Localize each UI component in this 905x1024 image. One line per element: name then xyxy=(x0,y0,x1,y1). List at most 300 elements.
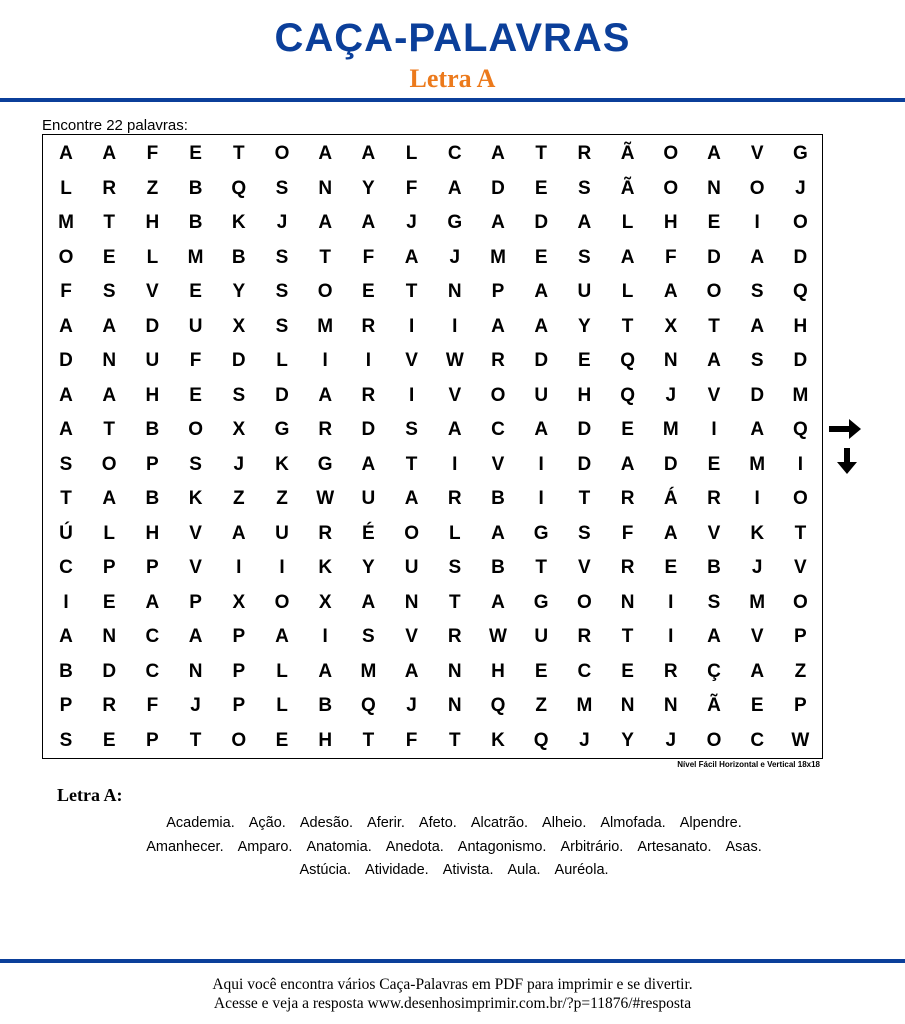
grid-cell: F xyxy=(664,246,677,268)
grid-cell: P xyxy=(146,453,159,475)
grid-cell: S xyxy=(750,350,764,371)
grid-cell: S xyxy=(750,281,764,302)
grid-cell: N xyxy=(663,350,678,371)
grid-cell: A xyxy=(404,488,419,509)
grid-cell: R xyxy=(707,488,721,509)
grid-cell: H xyxy=(663,212,678,233)
grid-cell: T xyxy=(232,143,245,164)
grid-cell: D xyxy=(491,177,505,199)
grid-cell: F xyxy=(362,246,375,268)
word-list-heading: Letra A: xyxy=(57,785,123,805)
grid-cell: D xyxy=(361,419,376,440)
grid-cell: Z xyxy=(794,660,807,682)
grid-cell: K xyxy=(275,453,289,475)
word-list-item: Antagonismo. xyxy=(457,838,547,855)
grid-cell: M xyxy=(317,315,334,337)
grid-cell: E xyxy=(102,246,116,268)
level-note: Nível Fácil Horizontal e Vertical 18x18 xyxy=(677,760,820,769)
grid-cell: E xyxy=(621,660,634,682)
instruction-text: Encontre 22 palavras: xyxy=(42,117,188,134)
grid-cell: B xyxy=(707,557,721,578)
grid-row xyxy=(43,689,822,724)
grid-cell: U xyxy=(145,350,160,371)
page-title: CAÇA-PALAVRAS xyxy=(274,16,631,60)
grid-cell: F xyxy=(146,695,159,716)
grid-cell: A xyxy=(491,315,505,337)
grid-cell: A xyxy=(663,522,678,544)
header-divider xyxy=(0,98,905,102)
grid-cell: A xyxy=(188,626,203,647)
grid-cell: D xyxy=(534,212,549,233)
grid-cell: N xyxy=(707,177,721,199)
grid-cell: T xyxy=(708,315,720,337)
grid-cell: G xyxy=(274,419,290,440)
grid-cell: Ã xyxy=(620,177,635,199)
grid-row xyxy=(43,206,822,241)
grid-cell: S xyxy=(232,384,246,406)
grid-cell: O xyxy=(793,488,808,509)
grid-cell: J xyxy=(579,729,590,751)
grid-cell: P xyxy=(794,626,807,647)
word-list-item: Alcatrão. xyxy=(470,815,529,831)
grid-cell: T xyxy=(362,729,375,751)
grid-cell: J xyxy=(665,384,677,406)
grid-cell: I xyxy=(452,315,458,337)
grid-cell: A xyxy=(59,626,73,647)
grid-cell: D xyxy=(577,453,592,475)
grid-cell: J xyxy=(665,729,677,751)
grid-cell: S xyxy=(578,177,591,199)
grid-row xyxy=(43,551,822,586)
grid-cell: A xyxy=(491,212,505,233)
grid-cell: L xyxy=(621,212,634,233)
word-list-item: Anatomia. xyxy=(306,838,372,855)
grid-cell: I xyxy=(365,350,372,371)
grid-cell: Ç xyxy=(707,660,721,682)
grid-cell: H xyxy=(145,212,160,233)
grid-cell: A xyxy=(491,522,505,544)
grid-cell: H xyxy=(318,729,333,751)
grid-cell: A xyxy=(534,419,549,440)
grid-cell: I xyxy=(408,315,415,337)
grid-cell: R xyxy=(577,143,592,164)
grid-row xyxy=(43,586,822,621)
word-list-item: Aula. xyxy=(507,862,541,878)
grid-row xyxy=(43,344,822,379)
grid-cell: N xyxy=(620,695,635,716)
grid-cell: F xyxy=(621,522,634,544)
grid-cell: E xyxy=(534,246,548,268)
grid-cell: O xyxy=(274,591,290,613)
grid-cell: T xyxy=(621,315,634,337)
grid-cell: R xyxy=(447,488,462,509)
arrow-right-icon xyxy=(827,412,863,446)
grid-cell: P xyxy=(146,729,159,751)
grid-cell: L xyxy=(621,281,634,302)
grid-cell: D xyxy=(102,660,117,682)
grid-cell: N xyxy=(620,591,635,613)
grid-cell: I xyxy=(538,488,544,509)
grid-cell: A xyxy=(318,143,333,164)
grid-cell: F xyxy=(146,143,159,164)
grid-cell: O xyxy=(749,177,765,199)
grid-cell: R xyxy=(361,384,376,406)
grid-cell: M xyxy=(749,591,766,613)
grid-cell: V xyxy=(189,522,202,544)
grid-cell: D xyxy=(231,350,246,371)
grid-cell: W xyxy=(791,729,810,751)
grid-cell: O xyxy=(793,212,808,233)
word-list-item: Aferir. xyxy=(367,815,405,831)
grid-cell: F xyxy=(60,281,72,302)
grid-cell: L xyxy=(146,246,159,268)
grid-cell: I xyxy=(408,384,415,406)
grid-cell: A xyxy=(102,143,117,164)
grid-cell: N xyxy=(188,660,203,682)
grid-row xyxy=(43,448,822,483)
grid-cell: I xyxy=(236,557,242,578)
word-list-item: Alpendre. xyxy=(679,815,742,831)
grid-cell: O xyxy=(663,177,679,199)
grid-cell: G xyxy=(447,212,463,233)
grid-cell: T xyxy=(448,591,461,613)
grid-cell: A xyxy=(102,315,117,337)
grid-cell: E xyxy=(189,281,202,302)
page-subtitle: Letra A xyxy=(409,64,496,93)
grid-cell: E xyxy=(621,419,634,440)
grid-cell: R xyxy=(491,350,505,371)
grid-cell: J xyxy=(449,246,461,268)
grid-cell: T xyxy=(578,488,591,509)
grid-cell: I xyxy=(538,453,544,475)
grid-cell: T xyxy=(405,281,418,302)
grid-cell: U xyxy=(275,522,289,544)
grid-cell: D xyxy=(750,384,765,406)
grid-cell: A xyxy=(663,281,678,302)
grid-cell: S xyxy=(275,315,289,337)
grid-cell: G xyxy=(533,591,549,613)
grid-cell: X xyxy=(664,315,678,337)
grid-cell: O xyxy=(404,522,419,544)
word-list-item: Arbitrário. xyxy=(560,838,624,855)
grid-cell: N xyxy=(447,660,462,682)
grid-cell: V xyxy=(707,384,721,406)
grid-cell: T xyxy=(535,557,547,578)
grid-cell: Y xyxy=(362,557,375,578)
grid-cell: A xyxy=(59,384,73,406)
grid-cell: E xyxy=(534,660,548,682)
grid-cell: H xyxy=(145,384,160,406)
grid-cell: U xyxy=(577,281,592,302)
grid-cell: D xyxy=(707,246,721,268)
grid-cell: X xyxy=(232,419,246,440)
grid-cell: E xyxy=(534,177,548,199)
grid-cell: B xyxy=(145,488,160,509)
footer-line-1: Aqui você encontra vários Caça-Palavras em PDF para imprimir e se divertir. xyxy=(212,976,693,993)
grid-cell: F xyxy=(405,729,418,751)
grid-cell: S xyxy=(275,177,289,199)
grid-cell: N xyxy=(318,177,333,199)
grid-cell: I xyxy=(63,591,69,613)
grid-cell: A xyxy=(59,315,73,337)
grid-cell: S xyxy=(275,281,289,302)
grid-cell: V xyxy=(750,626,764,647)
grid-cell: B xyxy=(318,695,333,716)
grid-cell: A xyxy=(102,384,117,406)
grid-cell: A xyxy=(707,626,721,647)
grid-cell: T xyxy=(794,522,807,544)
grid-cell: O xyxy=(58,246,74,268)
grid-cell: S xyxy=(578,522,591,544)
grid-cell: M xyxy=(360,660,377,682)
grid-cell: Q xyxy=(490,695,506,716)
grid-cell: Q xyxy=(231,177,247,199)
grid-row xyxy=(43,241,822,276)
grid-cell: B xyxy=(188,177,203,199)
grid-cell: Á xyxy=(663,488,678,509)
grid-cell: T xyxy=(621,626,634,647)
grid-cell: A xyxy=(318,212,333,233)
grid-cell: A xyxy=(404,246,419,268)
grid-cell: I xyxy=(711,419,717,440)
word-list-item: Auréola. xyxy=(554,862,609,878)
grid-cell: S xyxy=(448,557,462,578)
grid-cell: H xyxy=(491,660,505,682)
footer-line-2: Acesse e veja a resposta www.desenhosimprimir.com.br/?p=11876/#resposta xyxy=(213,995,692,1012)
grid-cell: K xyxy=(188,488,203,509)
grid-cell: J xyxy=(233,453,245,475)
grid-cell: C xyxy=(59,557,73,578)
grid-cell: S xyxy=(59,453,73,475)
grid-cell: E xyxy=(362,281,375,302)
grid-cell: B xyxy=(145,419,160,440)
grid-cell: A xyxy=(707,143,721,164)
grid-cell: A xyxy=(491,591,505,613)
grid-cell: S xyxy=(189,453,202,475)
grid-cell: R xyxy=(102,177,117,199)
grid-cell: A xyxy=(534,315,549,337)
grid-cell: U xyxy=(404,557,419,578)
grid-cell: G xyxy=(793,143,808,164)
grid-cell: R xyxy=(620,488,635,509)
grid-cell: Y xyxy=(578,315,591,337)
grid-cell: H xyxy=(577,384,592,406)
word-list-item: Artesanato. xyxy=(637,838,712,855)
grid-cell: A xyxy=(102,488,117,509)
grid-cell: M xyxy=(576,695,593,716)
grid-cell: A xyxy=(59,419,73,440)
grid-cell: B xyxy=(231,246,246,268)
word-list-item: Afeto. xyxy=(418,815,457,831)
grid-cell: Ú xyxy=(59,522,73,544)
grid-cell: A xyxy=(59,143,73,164)
grid-cell: R xyxy=(577,626,592,647)
grid-cell: O xyxy=(274,143,290,164)
grid-cell: F xyxy=(189,350,202,371)
grid-cell: V xyxy=(146,281,159,302)
grid-cell: M xyxy=(187,246,204,268)
grid-cell: T xyxy=(103,212,115,233)
grid-cell: C xyxy=(447,143,462,164)
grid-cell: R xyxy=(102,695,117,716)
grid-cell: Z xyxy=(146,177,159,199)
grid-cell: E xyxy=(102,729,116,751)
word-list-item: Amparo. xyxy=(237,838,293,855)
grid-cell: N xyxy=(404,591,419,613)
grid-cell: S xyxy=(405,419,418,440)
grid-cell: A xyxy=(275,626,289,647)
grid-cell: S xyxy=(102,281,116,302)
grid-cell: D xyxy=(793,350,808,371)
grid-cell: A xyxy=(404,660,419,682)
grid-cell: N xyxy=(102,626,117,647)
grid-cell: R xyxy=(663,660,678,682)
grid-cell: O xyxy=(663,143,679,164)
grid-row xyxy=(43,275,822,310)
grid-cell: I xyxy=(754,488,760,509)
grid-cell: A xyxy=(577,212,592,233)
grid-cell: T xyxy=(103,419,115,440)
grid-cell: R xyxy=(620,557,635,578)
grid-cell: C xyxy=(577,660,592,682)
grid-cell: X xyxy=(232,315,246,337)
grid-cell: M xyxy=(792,384,809,406)
grid-cell: A xyxy=(361,212,376,233)
grid-row xyxy=(43,655,822,690)
word-search-grid xyxy=(42,134,823,759)
grid-cell: P xyxy=(232,660,246,682)
grid-cell: S xyxy=(59,729,73,751)
grid-cell: Q xyxy=(620,350,635,371)
grid-cell: X xyxy=(232,591,246,613)
grid-cell: O xyxy=(317,281,333,302)
grid-cell: J xyxy=(190,695,201,716)
grid-cell: U xyxy=(534,384,549,406)
grid-cell: Q xyxy=(793,281,808,302)
grid-cell: I xyxy=(797,453,804,475)
grid-cell: O xyxy=(706,729,722,751)
grid-cell: R xyxy=(361,315,376,337)
grid-cell: D xyxy=(275,384,289,406)
word-list-line xyxy=(48,859,860,883)
grid-cell: A xyxy=(145,591,160,613)
grid-cell: A xyxy=(620,453,635,475)
grid-cell: O xyxy=(101,453,117,475)
grid-cell: Y xyxy=(621,729,634,751)
grid-cell: O xyxy=(188,419,203,440)
grid-cell: X xyxy=(318,591,332,613)
grid-cell: S xyxy=(362,626,375,647)
grid-cell: E xyxy=(707,453,721,475)
grid-cell: D xyxy=(793,246,808,268)
grid-cell: L xyxy=(405,143,418,164)
grid-cell: A xyxy=(491,143,505,164)
grid-cell: A xyxy=(231,522,246,544)
grid-cell: E xyxy=(707,212,721,233)
grid-cell: Ã xyxy=(707,695,721,716)
grid-cell: P xyxy=(232,695,246,716)
grid-cell: O xyxy=(706,281,722,302)
grid-cell: K xyxy=(750,522,765,544)
grid-cell: H xyxy=(793,315,808,337)
grid-cell: R xyxy=(318,419,333,440)
grid-cell: B xyxy=(491,557,505,578)
grid-cell: C xyxy=(145,626,160,647)
grid-cell: Z xyxy=(276,488,288,509)
grid-cell: L xyxy=(276,695,288,716)
grid-cell: O xyxy=(231,729,247,751)
grid-cell: T xyxy=(535,143,547,164)
word-list-item: Academia. xyxy=(166,815,235,831)
grid-cell: H xyxy=(145,522,160,544)
word-list-item: Amanhecer. xyxy=(146,838,224,855)
grid-cell: N xyxy=(663,695,678,716)
grid-cell: A xyxy=(707,350,721,371)
grid-cell: D xyxy=(663,453,678,475)
grid-cell: M xyxy=(662,419,679,440)
grid-cell: A xyxy=(447,177,462,199)
word-list xyxy=(48,812,860,883)
word-list-item: Alheio. xyxy=(542,815,587,831)
footer xyxy=(0,975,905,1013)
grid-cell: N xyxy=(447,695,462,716)
grid-cell: M xyxy=(58,212,74,233)
grid-cell: É xyxy=(362,522,375,544)
word-list-item: Almofada. xyxy=(600,815,666,831)
grid-cell: A xyxy=(750,419,765,440)
grid-row xyxy=(43,724,822,759)
grid-row xyxy=(43,137,822,172)
grid-cell: Y xyxy=(362,177,375,199)
grid-cell: J xyxy=(795,177,806,199)
grid-cell: T xyxy=(405,453,418,475)
grid-cell: A xyxy=(361,453,376,475)
grid-cell: U xyxy=(361,488,376,509)
grid-cell: I xyxy=(452,453,458,475)
grid-cell: I xyxy=(322,350,328,371)
grid-cell: P xyxy=(102,557,116,578)
word-list-item: Asas. xyxy=(725,838,762,855)
grid-cell: V xyxy=(578,557,591,578)
word-list-item: Adesão. xyxy=(299,815,354,831)
grid-cell: L xyxy=(103,522,115,544)
grid-cell: Q xyxy=(533,729,549,751)
grid-cell: I xyxy=(279,557,285,578)
grid-cell: O xyxy=(793,591,808,613)
grid-cell: L xyxy=(276,660,288,682)
grid-cell: N xyxy=(447,281,462,302)
grid-cell: E xyxy=(102,591,116,613)
grid-cell: K xyxy=(231,212,246,233)
grid-cell: C xyxy=(145,660,160,682)
grid-cell: C xyxy=(750,729,765,751)
grid-cell: P xyxy=(491,281,505,302)
grid-cell: K xyxy=(318,557,333,578)
word-list-item: Ativista. xyxy=(442,862,494,878)
word-list-item: Anedota. xyxy=(385,838,444,855)
grid-cell: R xyxy=(447,626,462,647)
grid-cell: E xyxy=(664,557,678,578)
grid-cell: V xyxy=(189,557,202,578)
grid-cell: P xyxy=(189,591,202,613)
grid-cell: Z xyxy=(232,488,245,509)
grid-cell: T xyxy=(189,729,202,751)
grid-cell: V xyxy=(491,453,505,475)
grid-row xyxy=(43,379,822,414)
grid-cell: I xyxy=(668,591,674,613)
grid-cell: J xyxy=(276,212,288,233)
grid-cell: Ã xyxy=(620,143,635,164)
